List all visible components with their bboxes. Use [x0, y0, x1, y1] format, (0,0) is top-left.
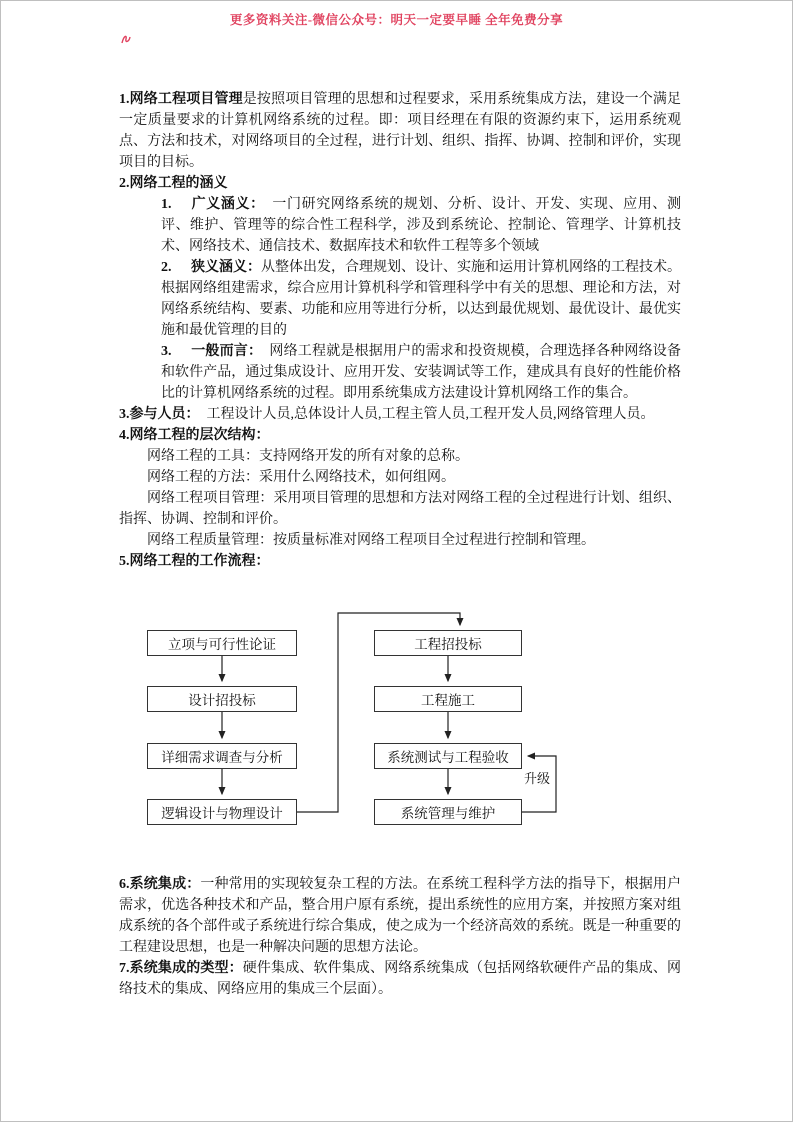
flow-box-feasibility: [147, 630, 297, 656]
flow-box-label: 设计招投标: [188, 693, 256, 708]
heading-network-engineering-meaning: 2.网络工程的涵义: [119, 176, 228, 191]
flow-box-label: 系统管理与维护: [400, 806, 496, 821]
list-number: 1.: [161, 197, 172, 212]
paragraph-participants: [119, 404, 681, 425]
list-item-text: 网络工程就是根据用户的需求和投资规模，合理选择各种网络设备和软件产品，通过集成设计、应用开发、安装调试等工作，建成具有良好的性能价格比的计算机网络系统的过程。即用系统集成方法建设计算机网络工作的集合。: [161, 344, 682, 401]
paragraph-integration-types-lead: 7.系统集成的类型：: [119, 961, 243, 976]
list-item-narrow-meaning: [119, 257, 681, 341]
flow-box-label: 工程招投标: [414, 637, 482, 652]
list-number: 2.: [161, 260, 172, 275]
promo-header: [1, 10, 792, 29]
hierarchy-line-quality-management: 网络工程质量管理：按质量标准对网络工程项目全过程进行控制和管理。: [147, 533, 595, 548]
promo-header-text: 更多资料关注-微信公众号：明天一定要早睡 全年免费分享: [229, 13, 564, 27]
list-item-text: 从整体出发，合理规划、设计、实施和运用计算机网络的工程技术。根据网络组建需求，综合应用计算机科学和管理科学中有关的思想、理论和方法，对网络系统结构、要素、功能和应用等进行分析，以达到最优规划、最优设计、最优实施和最优管理的目的: [161, 260, 681, 338]
paragraph-system-integration-text: 一种常用的实现较复杂工程的方法。在系统工程科学方法的指导下，根据用户需求，优选各种技术和产品，整合用户原有系统，提出系统性的应用方案，并按照方案对组成系统的各个部件或子系统进行综合集成，使之成为一个经济高效的系统。既是一种重要的工程建设思想，也是一种解决问题的思想方法论。: [119, 877, 682, 955]
flow-loop-upgrade-label: 升级: [524, 771, 551, 786]
flow-box-logical-physical-design: [147, 799, 297, 825]
list-item-lead: 广义涵义：: [191, 197, 258, 212]
flow-box-project-bidding: [374, 630, 522, 656]
workflow-diagram: [119, 580, 681, 850]
paragraph-project-management-lead: 1.网络工程项目管理: [119, 92, 243, 107]
paragraph-system-integration-lead: 6.系统集成：: [119, 877, 201, 892]
list-item-text: 一门研究网络系统的规划、分析、设计、开发、实现、应用、测评、维护、管理等的综合性工程科学，涉及到系统论、控制论、管理学、计算机技术、网络技术、通信技术、数据库技术和软件工程等多个领域: [161, 197, 682, 254]
flow-box-requirements-analysis: [147, 743, 297, 769]
document-body: [119, 89, 681, 1000]
heading-hierarchy: 4.网络工程的层次结构：: [119, 428, 270, 443]
meaning-definition-list: [119, 194, 681, 404]
list-item-lead: 一般而言：: [191, 344, 256, 359]
red-squiggle-icon: [119, 32, 133, 46]
list-number: 3.: [161, 344, 172, 359]
list-item-general-meaning: [119, 341, 681, 404]
paragraph-integration-types: [119, 958, 681, 1000]
flow-box-label: 工程施工: [421, 693, 475, 708]
flow-box-design-bidding: [147, 686, 297, 712]
paragraph-project-management: [119, 89, 681, 173]
paragraph-participants-text: 工程设计人员,总体设计人员,工程主管人员,工程开发人员,网络管理人员。: [192, 407, 655, 422]
paragraph-participants-lead: 3.参与人员：: [119, 407, 193, 422]
flow-box-construction: [374, 686, 522, 712]
flow-box-management-maintenance: [374, 799, 522, 825]
paragraph-integration-types-text: 硬件集成、软件集成、网络系统集成（包括网络软硬件产品的集成、网络技术的集成、网络应用的集成三个层面）。: [119, 961, 682, 997]
list-item-lead: 狭义涵义：: [191, 260, 261, 275]
hierarchy-line-tools: 网络工程的工具：支持网络开发的所有对象的总称。: [147, 449, 469, 464]
hierarchy-line-methods: 网络工程的方法：采用什么网络技术，如何组网。: [147, 470, 455, 485]
flow-box-testing-acceptance: [374, 743, 522, 769]
flow-box-label: 逻辑设计与物理设计: [161, 806, 283, 821]
hierarchy-line-project-management: 网络工程项目管理：采用项目管理的思想和方法对网络工程的全过程进行计划、组织、指挥、协调、控制和评价。: [119, 491, 681, 527]
list-item-broad-meaning: [119, 194, 681, 257]
flow-box-label: 立项与可行性论证: [168, 637, 276, 652]
flow-box-label: 系统测试与工程验收: [387, 750, 509, 765]
heading-workflow: 5.网络工程的工作流程：: [119, 554, 270, 569]
paragraph-project-management-text: 是按照项目管理的思想和过程要求，采用系统集成方法，建设一个满足一定质量要求的计算机网络系统的过程。即：项目经理在有限的资源约束下，运用系统观点、方法和技术，对网络项目的全过程，进行计划、组织、指挥、协调、控制和评价，实现项目的目标。: [119, 92, 682, 170]
paragraph-system-integration: [119, 874, 681, 958]
flow-box-label: 详细需求调查与分析: [161, 750, 283, 765]
